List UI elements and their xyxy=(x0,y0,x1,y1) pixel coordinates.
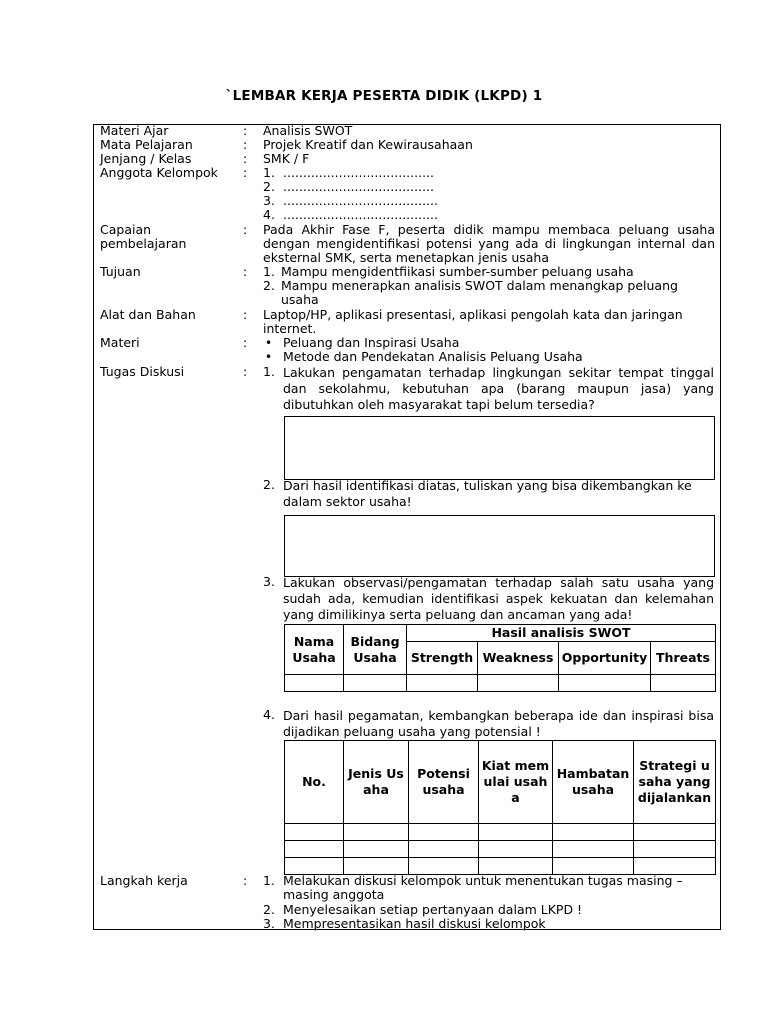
ide-header-hambatan: Hambatan usaha xyxy=(553,741,634,824)
list-number: 3. xyxy=(263,193,275,208)
list-number: 1. xyxy=(263,873,275,888)
tugas-item-3: Lakukan observasi/pengamatan terhadap salah satu usaha yang sudah ada, kemudian identifikasi aspek kekuatan dan kelemahan yang dimilikinya serta peluang dan ancaman yang ada! xyxy=(283,575,714,622)
list-number: 1. xyxy=(263,364,275,379)
colon: : xyxy=(243,364,248,379)
langkah-item-3: Mempresentasikan hasil diskusi kelompok xyxy=(283,916,546,931)
table-cell[interactable] xyxy=(285,841,344,858)
swot-header-threats: Threats xyxy=(651,642,716,675)
table-cell[interactable] xyxy=(409,841,479,858)
table-cell[interactable] xyxy=(478,675,559,692)
table-cell[interactable] xyxy=(553,824,634,841)
member-blank-1: ...................................... xyxy=(283,165,434,180)
table-row xyxy=(285,675,716,692)
table-row xyxy=(285,824,716,841)
swot-header-group: Hasil analisis SWOT xyxy=(407,625,716,642)
table-cell[interactable] xyxy=(553,858,634,875)
list-number: 1. xyxy=(263,264,275,279)
field-label-materi: Materi xyxy=(100,335,140,350)
materi-item-1: Peluang dan Inspirasi Usaha xyxy=(283,335,460,350)
langkah-item-1: Melakukan diskusi kelompok untuk menentukan tugas masing – masing anggota xyxy=(283,873,683,902)
table-cell[interactable] xyxy=(285,858,344,875)
table-cell[interactable] xyxy=(407,675,478,692)
ide-header-strategi: Strategi usaha yang dijalankan xyxy=(634,741,716,824)
list-number: 3. xyxy=(263,916,275,931)
table-cell[interactable] xyxy=(344,858,409,875)
table-cell[interactable] xyxy=(285,675,344,692)
ide-header-potensi: Potensi usaha xyxy=(409,741,479,824)
colon: : xyxy=(243,307,248,322)
table-cell[interactable] xyxy=(634,824,716,841)
bullet-icon: • xyxy=(265,350,273,364)
answer-box-1[interactable] xyxy=(284,416,715,480)
colon: : xyxy=(243,264,248,279)
langkah-item-2: Menyelesaikan setiap pertanyaan dalam LKPD ! xyxy=(283,902,583,917)
colon: : xyxy=(243,335,248,350)
list-number: 3. xyxy=(263,574,275,589)
ide-header-no: No. xyxy=(285,741,344,824)
table-cell[interactable] xyxy=(479,858,553,875)
member-blank-4: ....................................... xyxy=(283,207,438,222)
table-cell[interactable] xyxy=(559,675,651,692)
list-number: 1. xyxy=(263,165,275,180)
table-cell[interactable] xyxy=(409,824,479,841)
table-cell[interactable] xyxy=(344,824,409,841)
colon: : xyxy=(243,873,248,888)
bullet-icon: • xyxy=(265,336,273,350)
field-label-capaian: Capaian xyxy=(100,222,152,237)
field-value-jenjang: SMK / F xyxy=(263,151,310,166)
swot-header-bidang: Bidang Usaha xyxy=(344,625,407,675)
list-number: 4. xyxy=(263,207,275,222)
document-title: `LEMBAR KERJA PESERTA DIDIK (LKPD) 1 xyxy=(225,88,543,104)
alat-text: Laptop/HP, aplikasi presentasi, aplikasi pengolah kata dan jaringan internet. xyxy=(263,307,683,336)
field-label-pembelajaran: pembelajaran xyxy=(100,236,187,251)
field-label-mata-pelajaran: Mata Pelajaran xyxy=(100,137,193,152)
field-label-langkah: Langkah kerja xyxy=(100,873,188,888)
tujuan-item-2: Mampu menerapkan analisis SWOT dalam menangkap peluang usaha xyxy=(281,278,678,307)
table-row xyxy=(285,841,716,858)
field-label-materi-ajar: Materi Ajar xyxy=(100,123,169,138)
swot-header-nama: Nama Usaha xyxy=(285,625,344,675)
field-value-mata-pelajaran: Projek Kreatif dan Kewirausahaan xyxy=(263,137,473,152)
colon: : xyxy=(243,222,248,237)
table-cell[interactable] xyxy=(479,841,553,858)
member-blank-2: ...................................... xyxy=(283,179,434,194)
table-cell[interactable] xyxy=(285,824,344,841)
field-label-jenjang: Jenjang / Kelas xyxy=(100,151,192,166)
swot-table xyxy=(284,624,716,692)
table-cell[interactable] xyxy=(651,675,716,692)
field-label-anggota: Anggota Kelompok xyxy=(100,165,218,180)
tugas-item-1: Lakukan pengamatan terhadap lingkungan sekitar tempat tinggal dan sekolahmu, kebutuhan apa (barang maupun jasa) yang dibutuhkan oleh masyarakat tapi belum tersedia? xyxy=(283,365,714,412)
list-number: 2. xyxy=(263,278,275,293)
tugas-item-2: Dari hasil identifikasi diatas, tuliskan yang bisa dikembangkan ke dalam sektor usaha! xyxy=(283,478,692,509)
ide-header-jenis: Jenis Usaha xyxy=(344,741,409,824)
table-cell[interactable] xyxy=(634,841,716,858)
field-label-alat: Alat dan Bahan xyxy=(100,307,196,322)
colon: : xyxy=(243,137,248,152)
colon: : xyxy=(243,165,248,180)
colon: : xyxy=(243,123,248,138)
field-label-tugas: Tugas Diskusi xyxy=(100,364,185,379)
ide-usaha-table xyxy=(284,740,716,875)
table-cell[interactable] xyxy=(479,824,553,841)
member-blank-3: ....................................... xyxy=(283,193,438,208)
swot-header-weakness: Weakness xyxy=(478,642,559,675)
table-cell[interactable] xyxy=(344,841,409,858)
table-cell[interactable] xyxy=(634,858,716,875)
table-cell[interactable] xyxy=(344,675,407,692)
list-number: 2. xyxy=(263,902,275,917)
swot-header-opportunity: Opportunity xyxy=(559,642,651,675)
tujuan-item-1: Mampu mengidentfiikasi sumber-sumber peluang usaha xyxy=(281,264,634,279)
table-cell[interactable] xyxy=(553,841,634,858)
swot-header-strength: Strength xyxy=(407,642,478,675)
colon: : xyxy=(243,151,248,166)
answer-box-2[interactable] xyxy=(284,515,715,577)
capaian-text: Pada Akhir Fase F, peserta didik mampu membaca peluang usaha dengan mengidentifikasi potensi yang ada di lingkungan internal dan eksternal SMK, serta menetapkan jenis usaha xyxy=(263,222,715,265)
field-label-tujuan: Tujuan xyxy=(100,264,141,279)
tugas-item-4: Dari hasil pegamatan, kembangkan beberapa ide dan inspirasi bisa dijadikan peluang usaha yang potensial ! xyxy=(283,708,714,739)
list-number: 2. xyxy=(263,477,275,492)
list-number: 2. xyxy=(263,179,275,194)
materi-item-2: Metode dan Pendekatan Analisis Peluang Usaha xyxy=(283,349,583,364)
ide-header-kiat: Kiat memulai usaha xyxy=(479,741,553,824)
field-value-materi-ajar: Analisis SWOT xyxy=(263,123,353,138)
table-row xyxy=(285,858,716,875)
table-cell[interactable] xyxy=(409,858,479,875)
list-number: 4. xyxy=(263,707,275,722)
